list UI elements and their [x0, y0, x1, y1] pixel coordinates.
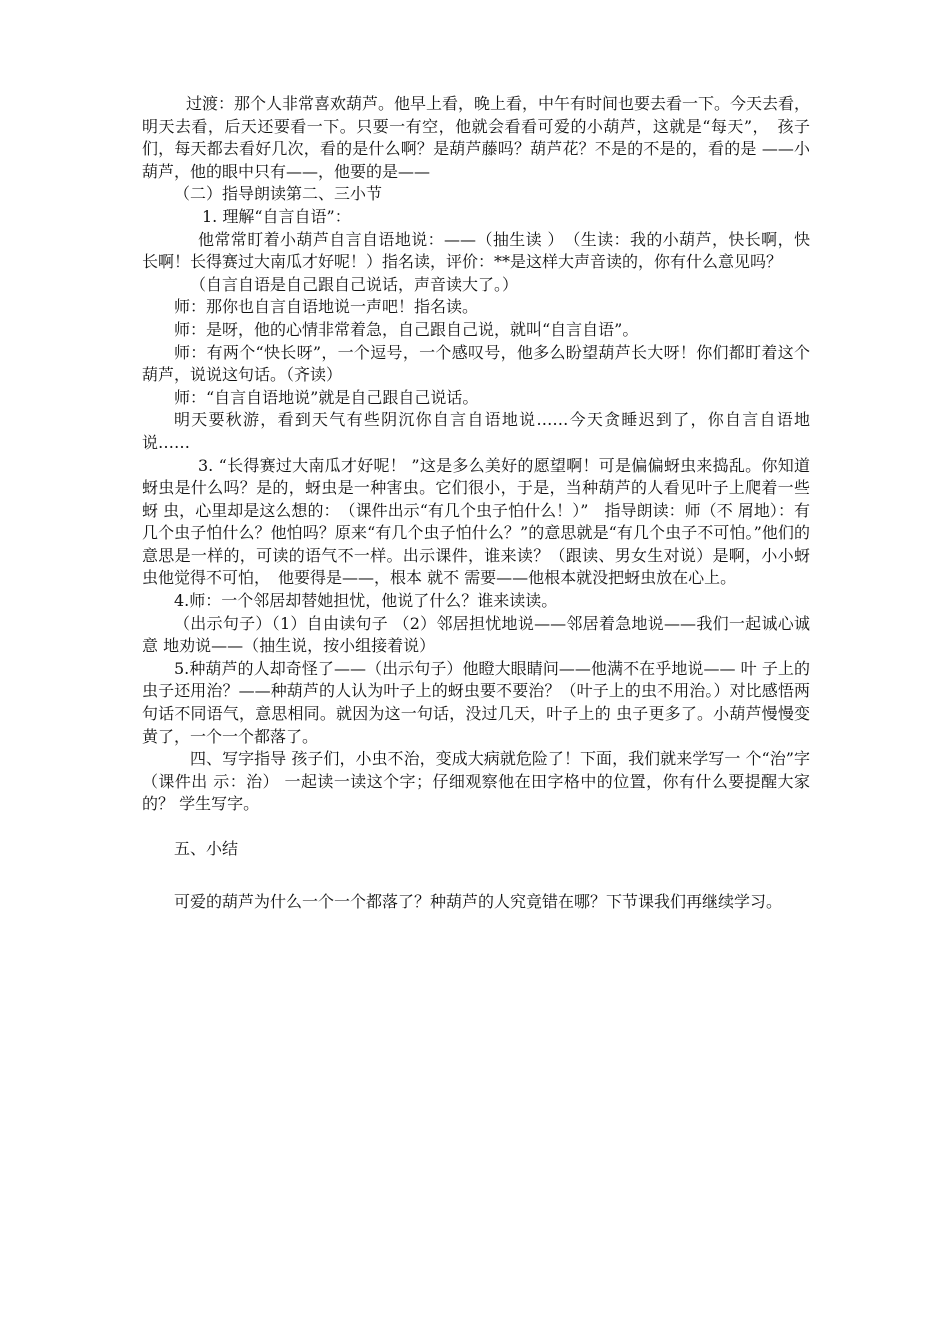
- paragraph-teacher-3: 师：有两个“快长呀”，一个逗号，一个感叹号，他多么盼望葫芦长大呀！你们都盯着这个葫芦，说说这句话。（齐读）: [142, 342, 810, 385]
- paragraph-teacher-4: 师：“自言自语地说”就是自己跟自己说话。: [174, 387, 479, 407]
- paragraph-show-sentence: （出示句子）（1）自由读句子 （2）邻居担忧地说——邻居着急地说——我们一起诚心诚意 地劝说——（抽生说，按小组接着说）: [142, 613, 810, 656]
- point-4-paragraph: 4.师：一个邻居却替她担忧，他说了什么？谁来读读。: [174, 591, 558, 611]
- point-5-paragraph: 5.种葫芦的人却奇怪了——（出示句子）他瞪大眼睛问——他满不在乎地说—— 叶 子上的虫子还用治？——种葫芦的人认为叶子上的蚜虫要不要治？（叶子上的虫不用治。）对比感悟两句话不同语气，意思相同。就因为这一句话，没过几天，叶子上的 虫子更多了。小葫芦慢慢变黄了，一个一个都落了。: [142, 658, 810, 746]
- paragraph-note: （自言自语是自己跟自己说话，声音读大了。）: [190, 274, 519, 294]
- point-heading-1: 1. 理解“自言自语”：: [202, 206, 351, 226]
- section-heading-reading-guide: （二）指导朗读第二、三小节: [174, 184, 383, 204]
- paragraph-talking-to-self: 他常常盯着小葫芦自言自语地说：——（抽生读 ） （生读：我的小葫芦，快长啊，快长啊！长得赛过大南瓜才好呢！）指名读，评价：**是这样大声音读的，你有什么意见吗？: [142, 229, 810, 272]
- paragraph-example: 明天要秋游，看到天气有些阴沉你自言自语地说……今天贪睡迟到了，你自言自语地说……: [142, 410, 810, 452]
- section-writing-guide: 四、写字指导 孩子们，小虫不治，变成大病就危险了！下面，我们就来学写一 个“治”字（课件出 示：治） 一起读一读这个字；仔细观察他在田字格中的位置，你有什么要提醒大家的？ 学生写字。: [142, 749, 810, 814]
- paragraph-transition: 过渡：那个人非常喜欢葫芦。他早上看，晚上看，中午有时间也要去看一下。今天去看，明天去看，后天还要看一下。只要一有空，他就会看看可爱的小葫芦，这就是“每天”， 孩子们，每天都去看好几次，看的是什么啊？是葫芦藤吗？葫芦花？不是的不是的，看的是 ——小葫芦，他的眼中只有——，他要的是——: [142, 94, 811, 181]
- point-3-paragraph: 3. “长得赛过大南瓜才好呢！ ”这是多么美好的愿望啊！可是偏偏蚜虫来捣乱。你知道蚜虫是什么吗？是的，蚜虫是一种害虫。它们很小，于是，当种葫芦的人看见叶子上爬着一些蚜 虫，心里却是这么想的： （课件出示“有几个虫子怕什么！）” 指导朗读：师（不 屑地）：有几个虫子怕什么？他怕吗？原来“有几个虫子怕什么？”的意思就是“有几个虫子不可怕。”他们的意思是一样的，可读的语气不一样。出示课件，谁来读？（跟读、男女生对说）是啊，小小蚜虫他觉得不可怕， 他要得是——，根本 就不 需要——他根本就没把蚜虫放在心上。: [142, 455, 810, 588]
- section-heading-summary: 五、小结: [174, 839, 239, 858]
- document-page: [142, 93, 810, 913]
- paragraph-conclusion: 可爱的葫芦为什么一个一个都落了？种葫芦的人究竟错在哪？下节课我们再继续学习。: [174, 891, 783, 911]
- paragraph-teacher-1: 师：那你也自言自语地说一声吧！指名读。: [174, 297, 479, 317]
- paragraph-teacher-2: 师：是呀，他的心情非常着急，自己跟自己说，就叫“自言自语”。: [174, 319, 639, 339]
